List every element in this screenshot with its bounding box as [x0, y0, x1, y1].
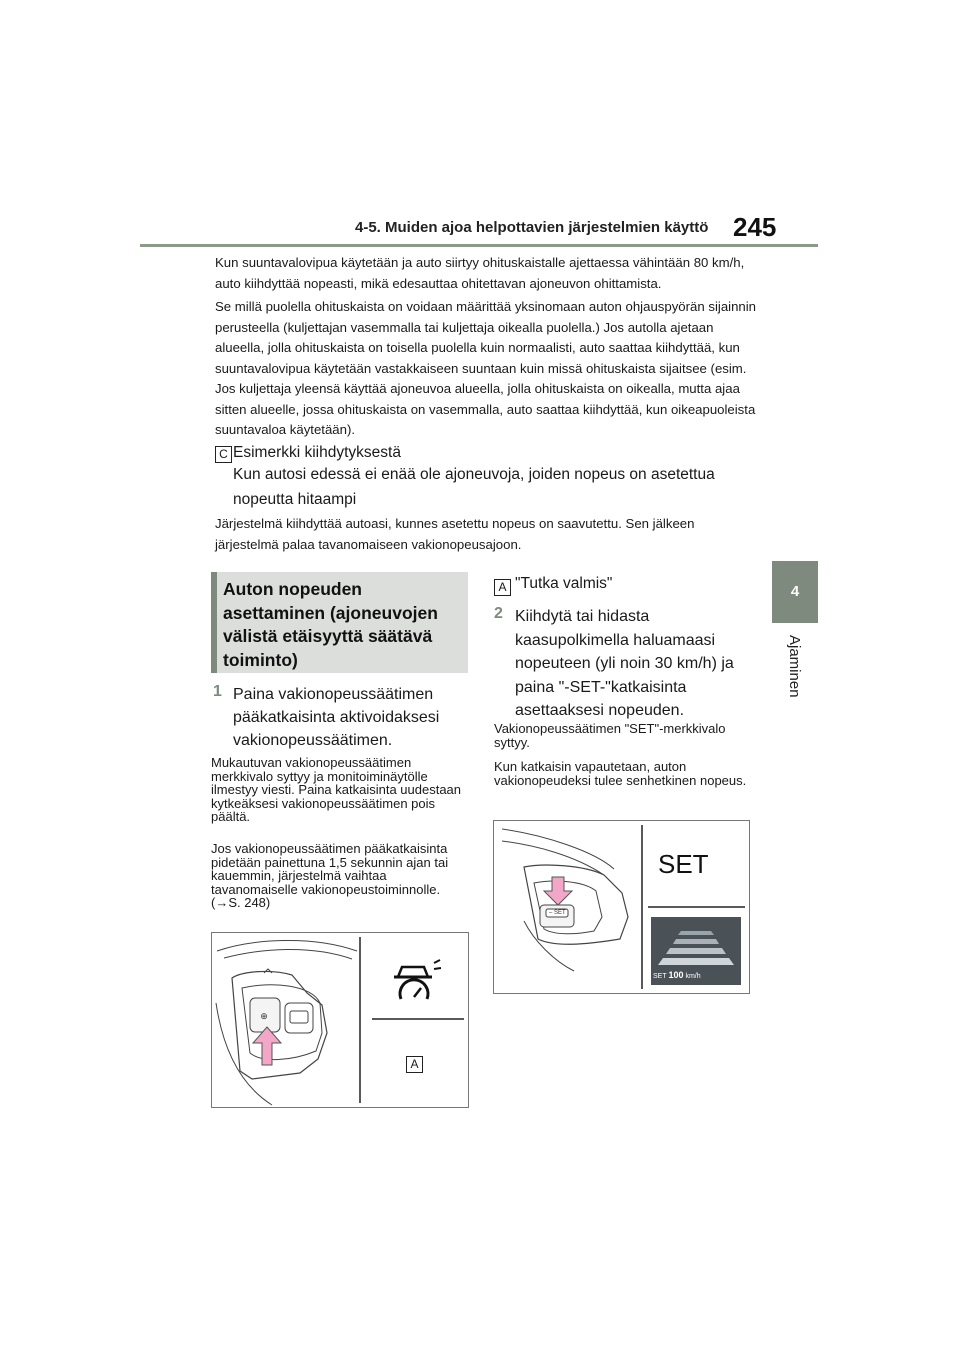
display-speed: 100 [668, 970, 684, 980]
set-indicator-text: SET [658, 849, 709, 879]
step-1-note-1: Mukautuvan vakionopeussäätimen merkkivalo syttyy ja monitoiminäytölle ilmestyy viesti. Paina katkaisinta uudestaan kytkeäksesi vakionopeussäätimen pois päältä. [211, 755, 462, 825]
chapter-name: Ajaminen [786, 635, 803, 698]
example-body: Järjestelmä kiihdyttää autoasi, kunnes asetettu nopeus on saavutettu. Sen jälkeen järjestelmä palaa tavanomaiseen vakionopeusajoon. [215, 516, 695, 552]
step-2-number: 2 [494, 605, 503, 622]
figure-main-switch [211, 932, 469, 1108]
status-a-text: "Tutka valmis" [515, 575, 613, 592]
step-2-note-2: Kun katkaisin vapautetaan, auton vakionopeudeksi tulee senhetkinen nopeus. [494, 759, 747, 788]
step-1-note-2: Jos vakionopeussäätimen pääkatkaisinta pidetään painettuna 1,5 sekunnin ajan tai kauemmin, järjestelmä vaihtaa tavanomaiselle vakionopeustoiminnolle. (→S. 248) [211, 841, 449, 911]
section-heading: Auton nopeuden asettaminen (ajoneuvojen välistä etäisyyttä säätävä toiminto) [223, 579, 438, 670]
chapter-tab[interactable]: 4 [772, 561, 818, 623]
example-heading: Esimerkki kiihdytyksestä [233, 444, 401, 461]
intro-paragraph-1: Kun suuntavalovipua käytetään ja auto siirtyy ohituskaistalle ajettaessa vähintään 80 km/h, auto kiihdyttää nopeasti, mikä edesauttaa ohitettavan ajoneuvon ohittamista. [215, 255, 745, 291]
step-1-text: Paina vakionopeussäätimen pääkatkaisinta aktivoidaksesi vakionopeussäätimen. [233, 686, 440, 749]
example-subheading: Kun autosi edessä ei enää ole ajoneuvoja, joiden nopeus on asetettua nopeutta hitaampi [233, 466, 715, 508]
set-switch-illustration [494, 821, 749, 993]
step-2-text: Kiihdytä tai hidasta kaasupolkimella haluamaasi nopeuteen (yli noin 30 km/h) ja paina "-SET-"katkaisinta asettaaksesi nopeuden. [515, 608, 734, 719]
callout-c-label: C [215, 446, 232, 463]
display-unit: km/h [685, 973, 701, 980]
callout-a-box [406, 1055, 423, 1073]
header-rule [140, 244, 818, 247]
figure-set-switch [493, 820, 750, 994]
display-readout [653, 970, 701, 980]
intro-paragraph-2: Se millä puolella ohituskaista on voidaan määrittää yksinomaan auton ohjauspyörän sijainnin perusteella (kuljettajan vasemmalla tai kuljettaja oikealla puolella.) Jos autolla ajetaan alueella, jolla ohituskaista on toisella puolella kuin normaalisti, auto saattaa kiihdyttää, kun suuntavalovipua käytetään vastakkaiseen suuntaan kuin missä ohituskaista sijaitsee (esim. Jos kuljettaja yleensä käyttää ajoneuvoa alueella, jolla ohituskaista on oikealla, mutta ajaa sitten alueelle, jossa ohituskaista on vasemmalla, auto saattaa kiihdyttää, kun oikeapuoleista suuntavaloa käytetään). [215, 299, 757, 437]
display-set-label: SET [653, 973, 667, 980]
radar-cruise-icon [394, 960, 441, 999]
step-2-note-1: Vakionopeussäätimen "SET"-merkkivalo syttyy. [494, 721, 726, 750]
step-1-number: 1 [213, 683, 222, 700]
steering-switch-illustration [212, 933, 468, 1107]
section-header-title: 4-5. Muiden ajoa helpottavien järjestelmien käyttö [355, 219, 709, 236]
callout-c-box [215, 445, 232, 463]
status-a-box [494, 578, 511, 596]
page-number: 245 [733, 212, 777, 242]
svg-text:⊕: ⊕ [260, 1011, 268, 1021]
status-a-label: A [494, 579, 511, 596]
callout-a-label: A [406, 1056, 423, 1073]
set-switch-label: – SET [549, 910, 566, 916]
